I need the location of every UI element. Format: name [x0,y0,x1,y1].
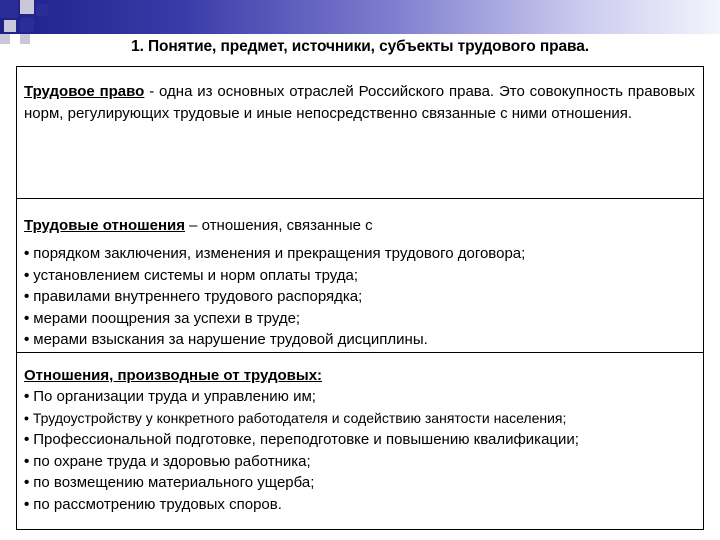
section-labor-law-definition [17,67,703,199]
section-derived-relations [17,353,703,529]
list-item: • установлением системы и норм оплаты труда; [24,266,359,284]
term-labor-relations: Трудовые отношения [24,217,185,234]
list-item: • мерами поощрения за успехи в труде; [24,309,301,327]
bullet-icon: • [24,452,30,470]
labor-relations-heading [24,216,695,236]
term-derived-relations: Отношения, производные от трудовых: [24,367,323,384]
slide-header-bar [0,0,720,34]
bullet-icon: • [24,309,30,327]
bullet-icon: • [24,431,30,448]
list-item: • Трудоустройству у конкретного работодателя и содействию занятости населения; [24,409,567,426]
section-labor-relations [17,199,703,353]
bullet-icon: • [24,495,30,513]
bullet-icon: • [24,288,30,305]
list-item: • мерами взыскания за нарушение трудовой дисциплины. [24,331,428,348]
bullet-icon: • [24,331,30,348]
definition-paragraph [24,81,695,125]
bullet-icon: • [24,266,30,284]
content-table [16,66,704,530]
labor-relations-intro: – отношения, связанные с [185,217,373,234]
bullet-icon: • [24,245,30,262]
bullet-icon: • [24,409,29,426]
list-item: • По организации труда и управлению им; [24,388,316,405]
bullet-icon: • [24,388,30,405]
term-labor-law: Трудовое право [24,83,145,100]
list-item: • по возмещению материального ущерба; [24,474,315,491]
list-item: • по рассмотрению трудовых споров. [24,495,282,513]
derived-relations-heading [24,366,695,386]
bullet-icon: • [24,474,30,491]
derived-relations-list [24,386,695,515]
list-item: • Профессиональной подготовке, переподготовке и повышению квалификации; [24,431,579,448]
definition-text: - одна из основных отраслей Российского права. Это совокупность правовых норм, регулирующих трудовые и иные непосредственно связанные с ними отношения. [24,83,695,122]
list-item: • порядком заключения, изменения и прекращения трудового договора; [24,245,526,262]
list-item: • по охране труда и здоровью работника; [24,452,311,470]
labor-relations-list [24,243,695,351]
list-item: • правилами внутреннего трудового распорядка; [24,288,363,305]
page-title: 1. Понятие, предмет, источники, субъекты трудового права. [131,38,589,55]
